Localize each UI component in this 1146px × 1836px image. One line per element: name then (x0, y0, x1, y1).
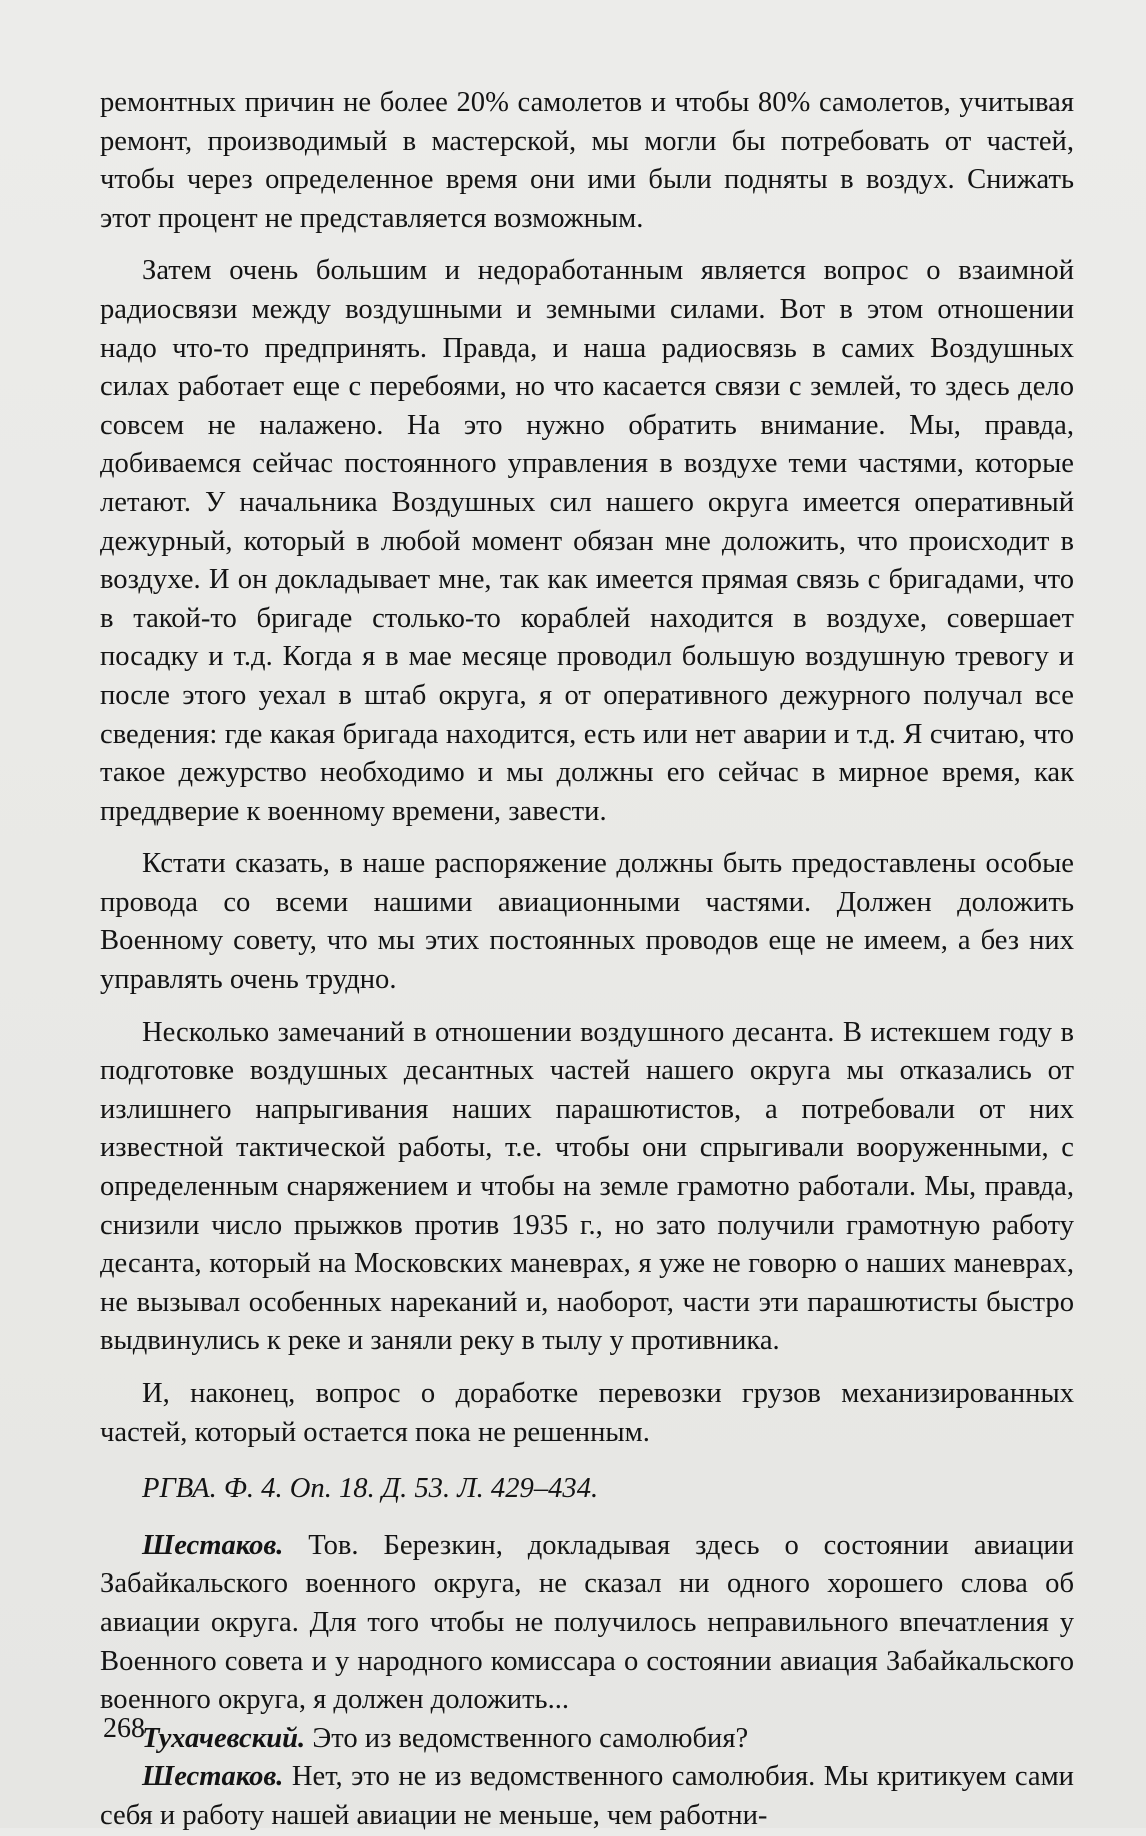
speaker-name: Шестаков. (142, 1529, 284, 1561)
text-block (100, 84, 1074, 1836)
speech-text: Нет, это не из ведомственного самолюбия. Мы критикуем сами себя и работу нашей авиации не меньше, чем работни- (100, 1761, 1074, 1831)
paragraph-2: Затем очень большим и недоработанным является вопрос о взаимной радиосвязи между воздушными и земными силами. Вот в этом отношении надо что-то предпринять. Правда, и наша радиосвязь в самих Воздушных силах работает еще с перебоями, но что касается связи с землей, то здесь дело совсем не налажено. На это нужно обратить внимание. Мы, правда, добиваемся сейчас постоянного управления в воздухе теми частями, которые летают. У начальника Воздушных сил нашего округа имеется оперативный дежурный, который в любой момент обязан мне доложить, что происходит в воздухе. И он докладывает мне, так как имеется прямая связь с бригадами, что в такой-то бригаде столько-то кораблей находится в воздухе, совершает посадку и т.д. Когда я в мае месяце проводил большую воздушную тревогу и после этого уехал в штаб округа, я от оперативного дежурного получал все сведения: где какая бригада находится, есть или нет аварии и т.д. Я считаю, что такое дежурство необходимо и мы должны его сейчас в мирное время, как преддверие к военному времени, завести. (100, 255, 1074, 827)
paragraph-4: Несколько замечаний в отношении воздушного десанта. В истекшем году в подготовке воздушных десантных частей нашего округа мы отказались от излишнего напрыгивания наших парашютистов, а потребовали от них известной тактической работы, т.е. чтобы они спрыгивали вооруженными, с определенным снаряжением и чтобы на земле грамотно работали. Мы, правда, снизили число прыжков против 1935 г., но зато получили грамотную работу десанта, который на Московских маневрах, я уже не говорю о наших маневрах, не вызывал особенных нареканий и, наоборот, части эти парашютисты быстро выдвинулись к реке и заняли реку в тылу у противника. (100, 1016, 1074, 1357)
speech-text: Это из ведомственного самолюбия? (305, 1722, 749, 1754)
page-number: 268 (103, 1713, 145, 1744)
paragraph-3: Кстати сказать, в наше распоряжение должны быть предоставлены особые провода со всеми нашими авиационными частями. Должен доложить Военному совету, что мы этих постоянных проводов еще не имеем, а без них управлять очень трудно. (100, 848, 1074, 996)
speech-2 (100, 1720, 1074, 1759)
speaker-name: Шестаков. (142, 1761, 284, 1793)
speech-3 (100, 1758, 1074, 1835)
speaker-name: Тухачевский. (142, 1722, 306, 1754)
archive-source-reference: РГВА. Ф. 4. Оп. 18. Д. 53. Л. 429–434. (142, 1473, 599, 1505)
speech-text: Тов. Березкин, докладывая здесь о состоянии авиации Забайкальского военного округа, не сказал ни одного хорошего слова об авиации округа. Для того чтобы не получилось неправильного впечатления у Военного совета и у народного комиссара о состоянии авиация Забайкальского военного округа, я должен доложить... (100, 1529, 1074, 1716)
paragraph-5: И, наконец, вопрос о доработке перевозки грузов механизированных частей, который остается пока не решенным. (100, 1378, 1074, 1448)
paragraph-1: ремонтных причин не более 20% самолетов и чтобы 80% самолетов, учитывая ремонт, производимый в мастерской, мы могли бы потребовать от частей, чтобы через определенное время они ими были подняты в воздух. Снижать этот процент не представляется возможным. (100, 87, 1074, 234)
speech-1 (100, 1527, 1074, 1720)
